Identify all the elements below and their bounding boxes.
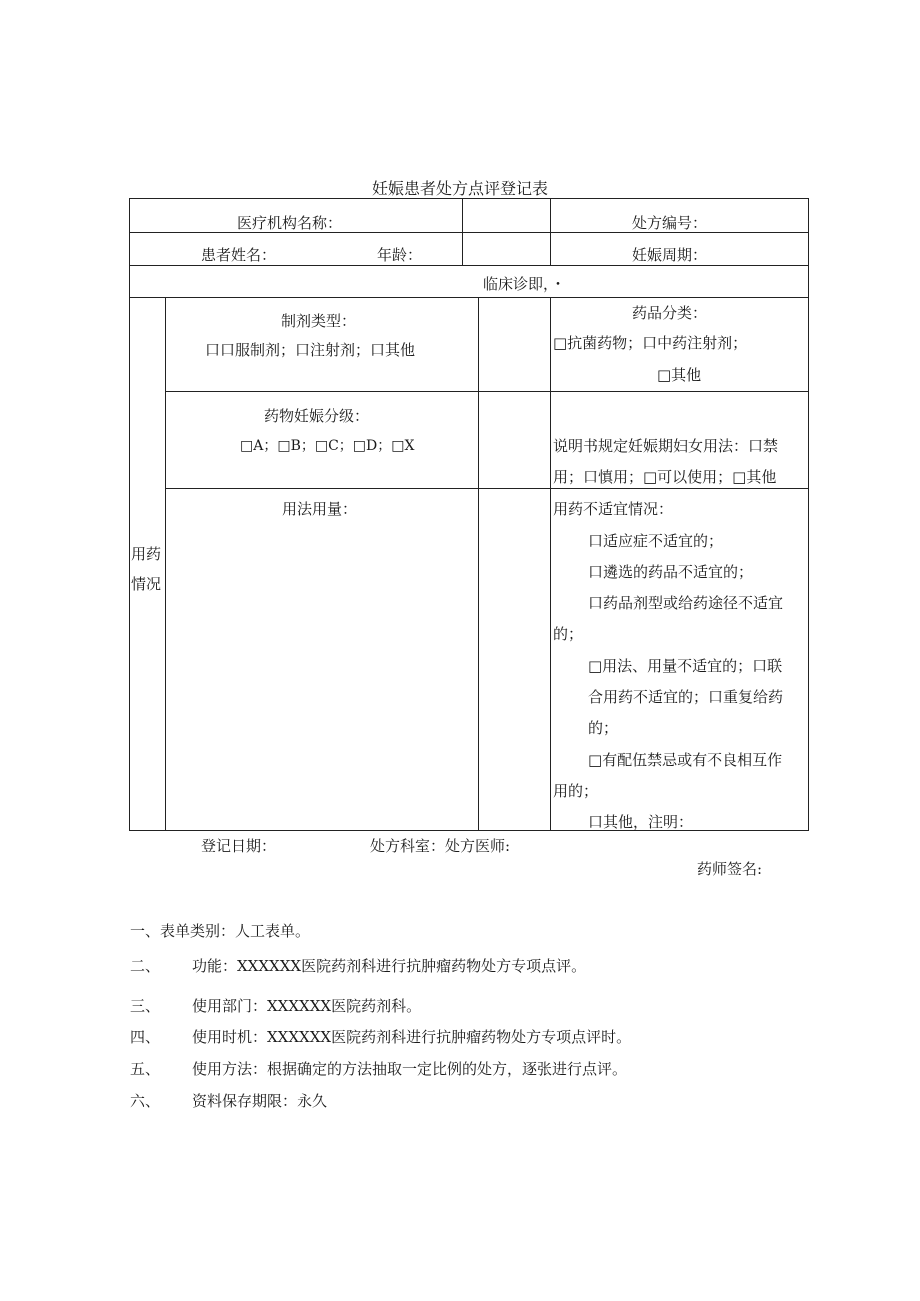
note-number: 四、 (130, 1028, 161, 1046)
register-date-label: 登记日期： (201, 837, 277, 855)
section-label-line2: 情况 (131, 575, 162, 593)
note-item: 使用方法：根据确定的方法抽取一定比例的处方，逐张进行点评。 (192, 1060, 628, 1078)
inappropriate-line: 口其他，注明： (588, 813, 694, 831)
section-label-line1: 用药 (131, 545, 162, 563)
label-usage-line2: 用；口慎用；□可以使用；□其他 (553, 468, 777, 486)
note-item: 使用部门：XXXXXX医院药剂科。 (192, 997, 422, 1015)
inappropriate-line: 口适应症不适宜的； (588, 532, 724, 550)
note-number: 三、 (130, 997, 161, 1015)
dosage-form-title: 制剂类型： (281, 312, 357, 330)
note-number: 六、 (130, 1092, 161, 1110)
drug-category-line1: □抗菌药物；口中药注射剂； (553, 334, 748, 352)
inappropriate-line: □有配伍禁忌或有不良相互作 (588, 751, 783, 769)
clinical-diagnosis-label: 临床诊即，・ (483, 275, 566, 293)
inappropriate-title: 用药不适宜情况： (553, 500, 674, 518)
note-number: 二、 (130, 957, 161, 975)
inappropriate-line: 口药品剂型或给药途径不适宜 (588, 594, 784, 612)
prescription-number-label: 处方编号： (632, 214, 708, 232)
dept-doctor-label: 处方科室：处方医师: (370, 837, 511, 855)
inappropriate-line: 用的； (553, 782, 599, 800)
pharmacist-signature-label: 药师签名: (697, 860, 763, 878)
usage-dosage-title: 用法用量： (282, 500, 358, 518)
drug-category-line2: □其他 (657, 366, 702, 384)
inappropriate-line: 口遴选的药品不适宜的； (588, 563, 754, 581)
page-title: 妊娠患者处方点评登记表 (371, 179, 548, 198)
inappropriate-line: 的； (588, 719, 619, 737)
pregnancy-grade-title: 药物妊娠分级： (264, 407, 370, 425)
note-item: 使用时机：XXXXXX医院药剂科进行抗肿瘤药物处方专项点评时。 (192, 1028, 632, 1046)
note-item: 功能：XXXXXX医院药剂科进行抗肿瘤药物处方专项点评。 (192, 957, 587, 975)
pregnancy-grade-options: □A；□B；□C；□D；□X (240, 438, 415, 454)
inappropriate-line: 的； (553, 625, 584, 643)
institution-name-label: 医疗机构名称： (237, 214, 343, 232)
inappropriate-line: 合用药不适宜的；口重复给药 (588, 688, 784, 706)
note-item: 一、表单类别：人工表单。 (130, 922, 311, 940)
dosage-form-options: 口口服制剂；口注射剂；口其他 (205, 341, 416, 359)
note-number: 五、 (130, 1060, 161, 1078)
pregnancy-period-label: 妊娠周期： (632, 246, 708, 264)
inappropriate-line: □用法、用量不适宜的；口联 (588, 657, 783, 675)
drug-category-title: 药品分类： (632, 304, 708, 322)
note-item: 资料保存期限：永久 (192, 1092, 328, 1110)
age-label: 年龄： (377, 246, 423, 264)
label-usage-line1: 说明书规定妊娠期妇女用法：口禁 (553, 437, 779, 455)
patient-name-label: 患者姓名： (201, 246, 277, 264)
